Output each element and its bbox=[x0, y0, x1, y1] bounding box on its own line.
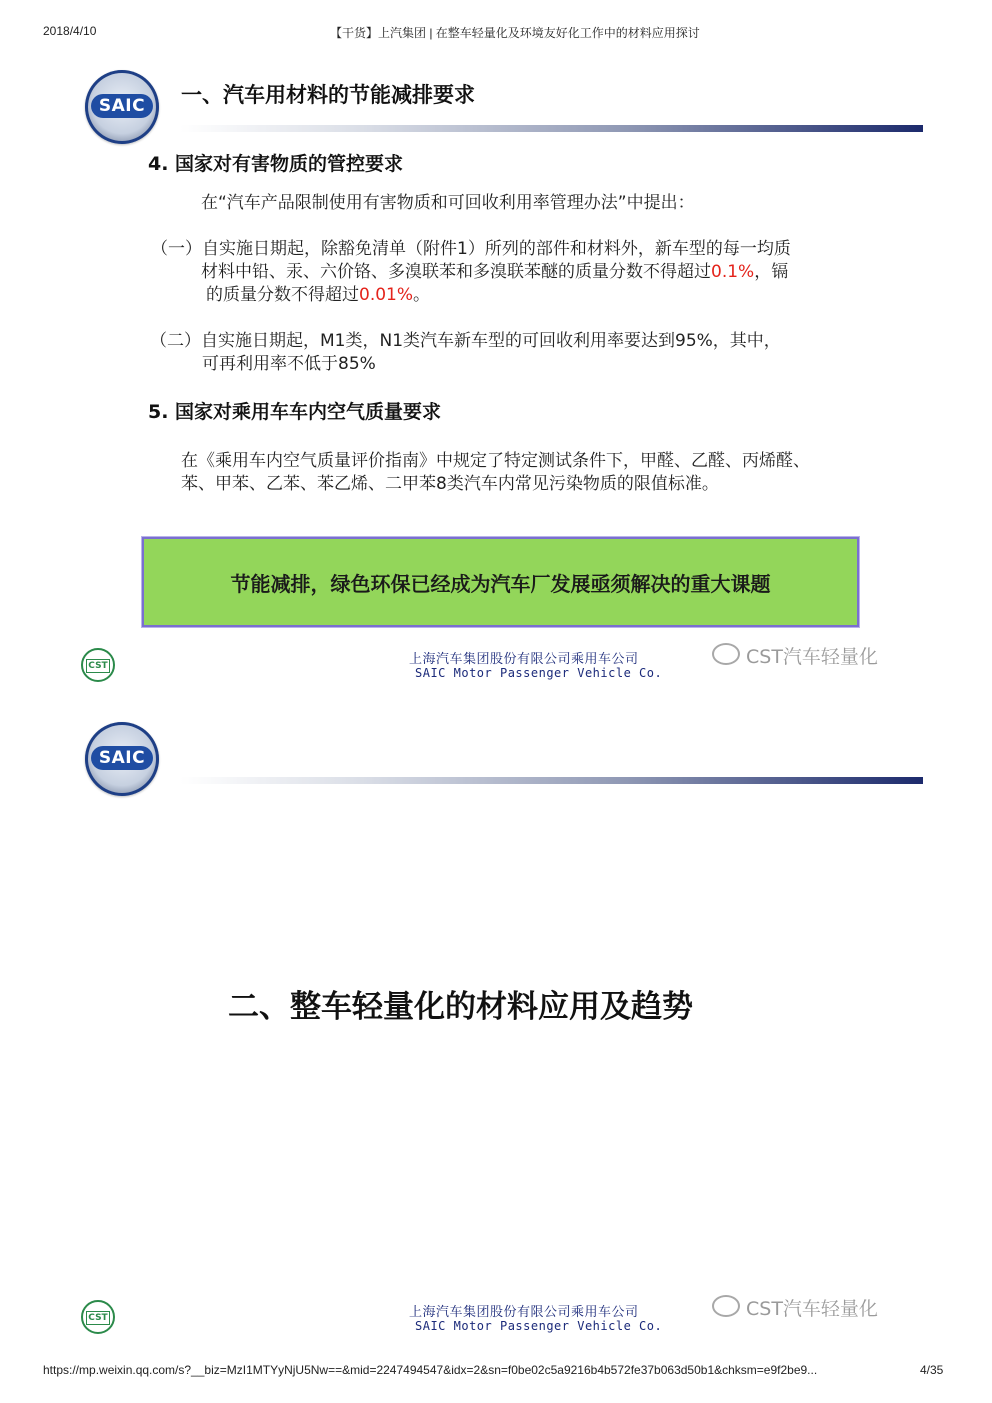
item-1-text-end: ，镉 bbox=[754, 262, 789, 282]
company-name-en: SAIC Motor Passenger Vehicle Co. bbox=[415, 1319, 663, 1333]
item-1-cadmium-text: 的质量分数不得超过 bbox=[206, 285, 359, 305]
cst-logo-text: CST bbox=[86, 1311, 110, 1325]
item-1-line-1: （一）自实施日期起，除豁免清单（附件1）所列的部件和材料外，新车型的每一均质 bbox=[151, 239, 791, 259]
section-5-line-1: 在《乘用车内空气质量评价指南》中规定了特定测试条件下，甲醛、乙醛、丙烯醛、 bbox=[181, 451, 810, 471]
section-4-heading: 4. 国家对有害物质的管控要求 bbox=[148, 153, 404, 175]
item-1-period: 。 bbox=[413, 285, 431, 305]
page-number: 4/35 bbox=[920, 1363, 944, 1377]
section-5-heading: 5. 国家对乘用车车内空气质量要求 bbox=[148, 401, 442, 423]
item-1-text: 材料中铅、汞、六价铬、多溴联苯和多溴联苯醚的质量分数不得超过 bbox=[201, 262, 711, 282]
title-rule bbox=[180, 125, 923, 132]
slide-title: 一、汽车用材料的节能减排要求 bbox=[181, 83, 475, 107]
section-5-line-2: 苯、甲苯、乙苯、苯乙烯、二甲苯8类汽车内常见污染物质的限值标准。 bbox=[181, 474, 719, 494]
page-url[interactable]: https://mp.weixin.qq.com/s?__biz=MzI1MTYyNjU5Nw==&mid=2247494547&idx=2&sn=f0be02c5a9216b4b572fe37b063d50b1&chksm=e9f2be9... bbox=[43, 1363, 818, 1377]
section-title: 二、整车轻量化的材料应用及趋势 bbox=[228, 989, 693, 1025]
title-rule bbox=[180, 777, 923, 784]
item-1-line-3 bbox=[206, 284, 430, 307]
wechat-watermark bbox=[712, 1294, 878, 1321]
cst-logo-text: CST bbox=[86, 659, 110, 673]
saic-logo-text: SAIC bbox=[91, 746, 153, 770]
company-name-cn: 上海汽车集团股份有限公司乘用车公司 bbox=[409, 652, 639, 667]
cst-logo bbox=[81, 1300, 115, 1334]
lead-limit-value: 0.1% bbox=[711, 262, 755, 282]
key-message-banner: 节能减排，绿色环保已经成为汽车厂发展亟须解决的重大课题 bbox=[142, 537, 859, 627]
saic-logo bbox=[85, 722, 159, 796]
page-title: 【干货】上汽集团 | 在整车轻量化及环境友好化工作中的材料应用探讨 bbox=[330, 26, 700, 40]
wechat-watermark bbox=[712, 642, 878, 669]
watermark-text: CST汽车轻量化 bbox=[746, 646, 878, 668]
item-1-line-2 bbox=[201, 261, 788, 284]
section-4-intro: 在“汽车产品限制使用有害物质和可回收利用率管理办法”中提出： bbox=[201, 193, 695, 213]
wechat-icon bbox=[712, 643, 740, 665]
saic-logo bbox=[85, 70, 159, 144]
watermark-text: CST汽车轻量化 bbox=[746, 1298, 878, 1320]
company-name-en: SAIC Motor Passenger Vehicle Co. bbox=[415, 666, 663, 680]
item-2-line-1: （二）自实施日期起，M1类，N1类汽车新车型的可回收利用率要达到95%，其中， bbox=[150, 331, 781, 351]
item-2-line-2: 可再利用率不低于85% bbox=[202, 354, 376, 374]
cadmium-limit-value: 0.01% bbox=[359, 285, 414, 305]
wechat-icon bbox=[712, 1295, 740, 1317]
company-name-cn: 上海汽车集团股份有限公司乘用车公司 bbox=[409, 1305, 639, 1320]
saic-logo-text: SAIC bbox=[91, 94, 153, 118]
cst-logo bbox=[81, 648, 115, 682]
print-date: 2018/4/10 bbox=[43, 24, 97, 38]
